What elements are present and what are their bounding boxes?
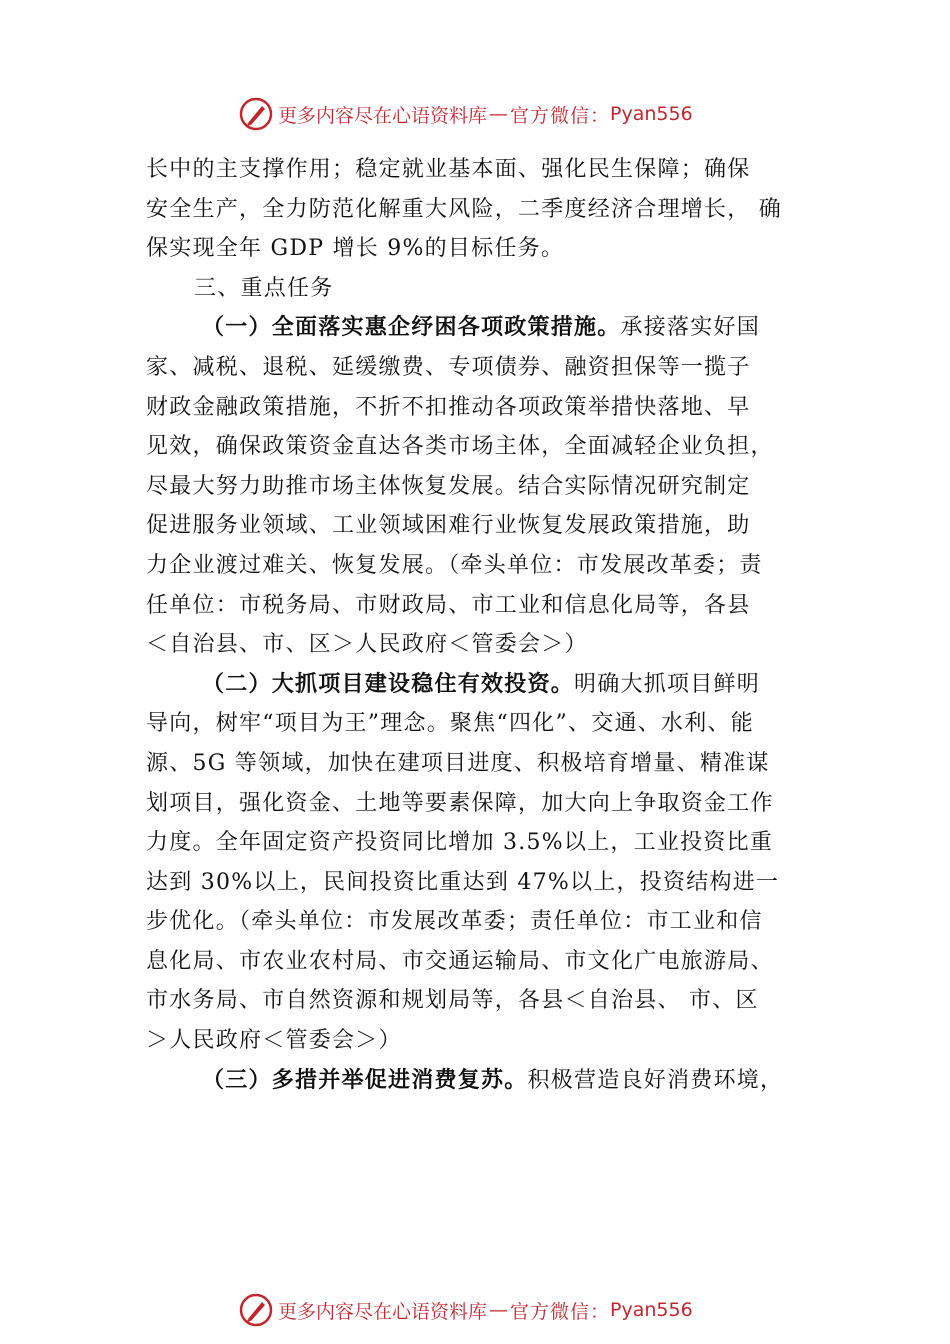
paragraph-item-3-start (146, 1061, 818, 1101)
watermark-wechat-id: Pyan556 (610, 1299, 693, 1321)
item-3-text: 积极营造良好消费环境， (527, 1067, 784, 1093)
watermark-brand-text: 更多内容尽在心语资料库 (278, 104, 488, 127)
section-heading: 三、重点任务 (194, 275, 334, 301)
watermark-dash: — (489, 1299, 509, 1321)
body-line: 任单位：市税务局、市财政局、市工业和信息化局等，各县 (146, 592, 751, 618)
body-line: 长中的主支撑作用；稳定就业基本面、强化民生保障；确保 (146, 157, 751, 182)
body-line: 息化局、市农业农村局、市交通运输局、市文化广电旅游局、 (146, 948, 774, 974)
item-1-text: 承接落实好国 (620, 315, 761, 341)
watermark-official-label: 官方微信： (510, 104, 611, 127)
item-2-text: 明确大抓项目鲜明 (574, 671, 761, 697)
body-line: ＞人民政府＜管委会＞） (146, 1028, 402, 1054)
body-line: ＜自治县、市、区＞人民政府＜管委会＞） (146, 632, 588, 658)
body-line: 市水务局、市自然资源和规划局等，各县＜自治县、 市、区 (146, 988, 759, 1014)
watermark-wechat-id: Pyan556 (610, 103, 693, 125)
watermark-official-label: 官方微信： (510, 1300, 611, 1323)
body-line: 步优化。（牵头单位：市发展改革委；责任单位：市工业和信 (146, 909, 763, 935)
body-line: 财政金融政策措施，不折不扣推动各项政策举措快落地、早 (146, 394, 751, 420)
body-line: 达到 30%以上，民间投资比重达到 47%以上，投资结构进一 (146, 869, 780, 895)
footer-watermark (0, 1290, 950, 1330)
paragraph-item-1-start (146, 308, 818, 348)
body-line: 力企业渡过难关、恢复发展。（牵头单位：市发展改革委；责 (146, 552, 763, 578)
quill-circle-icon (238, 96, 274, 132)
body-line: 划项目，强化资金、土地等要素保障，加大向上争取资金工作 (146, 790, 774, 816)
body-line: 见效，确保政策资金直达各类市场主体，全面减轻企业负担， (146, 434, 774, 460)
watermark-dash: — (489, 103, 509, 125)
document-body (146, 150, 818, 1100)
body-line: 力度。全年固定资产投资同比增加 3.5%以上，工业投资比重 (146, 830, 774, 856)
body-line: 源、5G 等领域，加快在建项目进度、积极培育增量、精准谋 (146, 750, 770, 776)
body-line: 保实现全年 GDP 增长 9%的目标任务。 (146, 236, 565, 262)
paragraph-item-2-start (146, 665, 818, 705)
item-3-title: （三）多措并举促进消费复苏。 (202, 1066, 528, 1093)
quill-circle-icon (238, 1292, 274, 1328)
body-line: 促进服务业领域、工业领域困难行业恢复发展政策措施，助 (146, 513, 751, 539)
body-line: 家、减税、退税、延缓缴费、专项债券、融资担保等一揽子 (146, 354, 751, 380)
item-2-title: （二）大抓项目建设稳住有效投资。 (202, 670, 575, 697)
body-line: 导向，树牢“项目为王”理念。聚焦“四化”、交通、水利、能 (146, 711, 754, 737)
item-1-title: （一）全面落实惠企纾困各项政策措施。 (202, 314, 621, 341)
watermark-brand-text: 更多内容尽在心语资料库 (278, 1300, 488, 1323)
body-line: 安全生产，全力防范化解重大风险，二季度经济合理增长， 确 (146, 196, 782, 222)
body-line: 尽最大努力助推市场主体恢复发展。结合实际情况研究制定 (146, 473, 751, 499)
header-watermark (0, 94, 950, 134)
